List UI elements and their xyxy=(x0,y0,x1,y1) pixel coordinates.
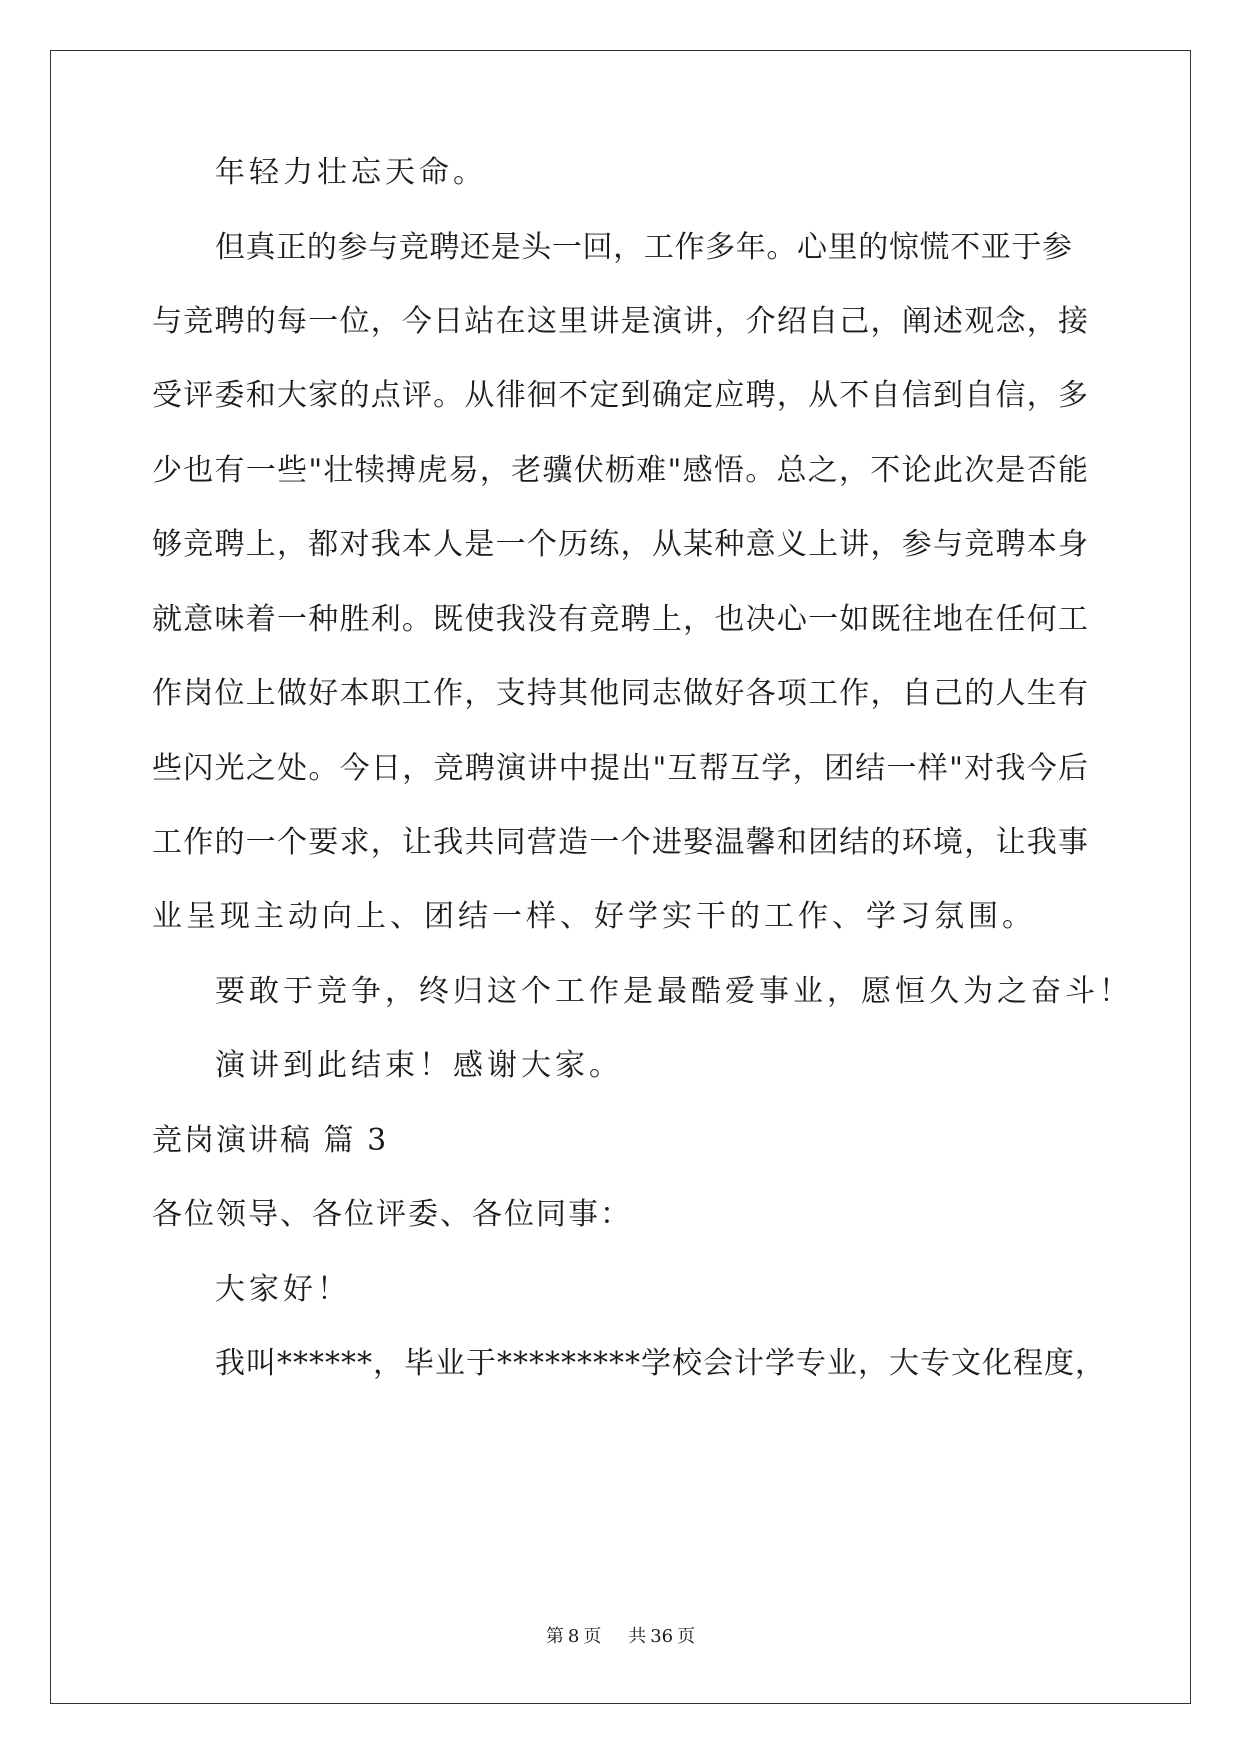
paragraph-line-8: 作岗位上做好本职工作，支持其他同志做好各项工作，自己的人生有 xyxy=(152,676,1088,711)
page-footer xyxy=(0,1625,1241,1649)
footer-page-prefix: 第 xyxy=(545,1626,564,1647)
footer-page-number: 8 xyxy=(567,1626,580,1647)
paragraph-line-5: 少也有一些"壮犊搏虎易，老骥伏枥难"感悟。总之，不论此次是否能 xyxy=(152,453,1088,488)
paragraph-line-2: 但真正的参与竞聘还是头一回，工作多年。心里的惊慌不亚于参 xyxy=(215,230,1072,265)
paragraph-line-17: 我叫******，毕业于*********学校会计学专业，大专文化程度， xyxy=(215,1346,1106,1381)
paragraph-line-10: 工作的一个要求，让我共同营造一个进娶温馨和团结的环境，让我事 xyxy=(152,825,1088,860)
page-border xyxy=(50,50,1191,1704)
paragraph-line-9: 些闪光之处。今日，竞聘演讲中提出"互帮互学，团结一样"对我今后 xyxy=(152,751,1088,786)
salutation-line: 各位领导、各位评委、各位同事： xyxy=(152,1197,632,1232)
paragraph-line-3: 与竞聘的每一位，今日站在这里讲是演讲，介绍自己，阐述观念，接 xyxy=(152,304,1088,339)
paragraph-line-12: 要敢于竞争，终归这个工作是最酷爱事业，愿恒久为之奋斗！ xyxy=(215,974,1133,1009)
footer-total-suffix: 页 xyxy=(677,1626,696,1647)
paragraph-line-4: 受评委和大家的点评。从徘徊不定到确定应聘，从不自信到自信，多 xyxy=(152,378,1088,413)
section-heading: 竞岗演讲稿 篇 3 xyxy=(152,1123,389,1158)
paragraph-line-1: 年轻力壮忘天命。 xyxy=(215,155,487,190)
footer-total-prefix: 共 xyxy=(628,1626,647,1647)
paragraph-line-7: 就意味着一种胜利。既使我没有竞聘上，也决心一如既往地在任何工 xyxy=(152,602,1088,637)
footer-total-pages: 36 xyxy=(650,1626,674,1647)
footer-page-suffix: 页 xyxy=(583,1626,602,1647)
greeting-line: 大家好！ xyxy=(215,1272,351,1307)
paragraph-line-13: 演讲到此结束！感谢大家。 xyxy=(215,1048,623,1083)
paragraph-line-11: 业呈现主动向上、团结一样、好学实干的工作、学习氛围。 xyxy=(152,899,1036,934)
paragraph-line-6: 够竞聘上，都对我本人是一个历练，从某种意义上讲，参与竞聘本身 xyxy=(152,527,1088,562)
